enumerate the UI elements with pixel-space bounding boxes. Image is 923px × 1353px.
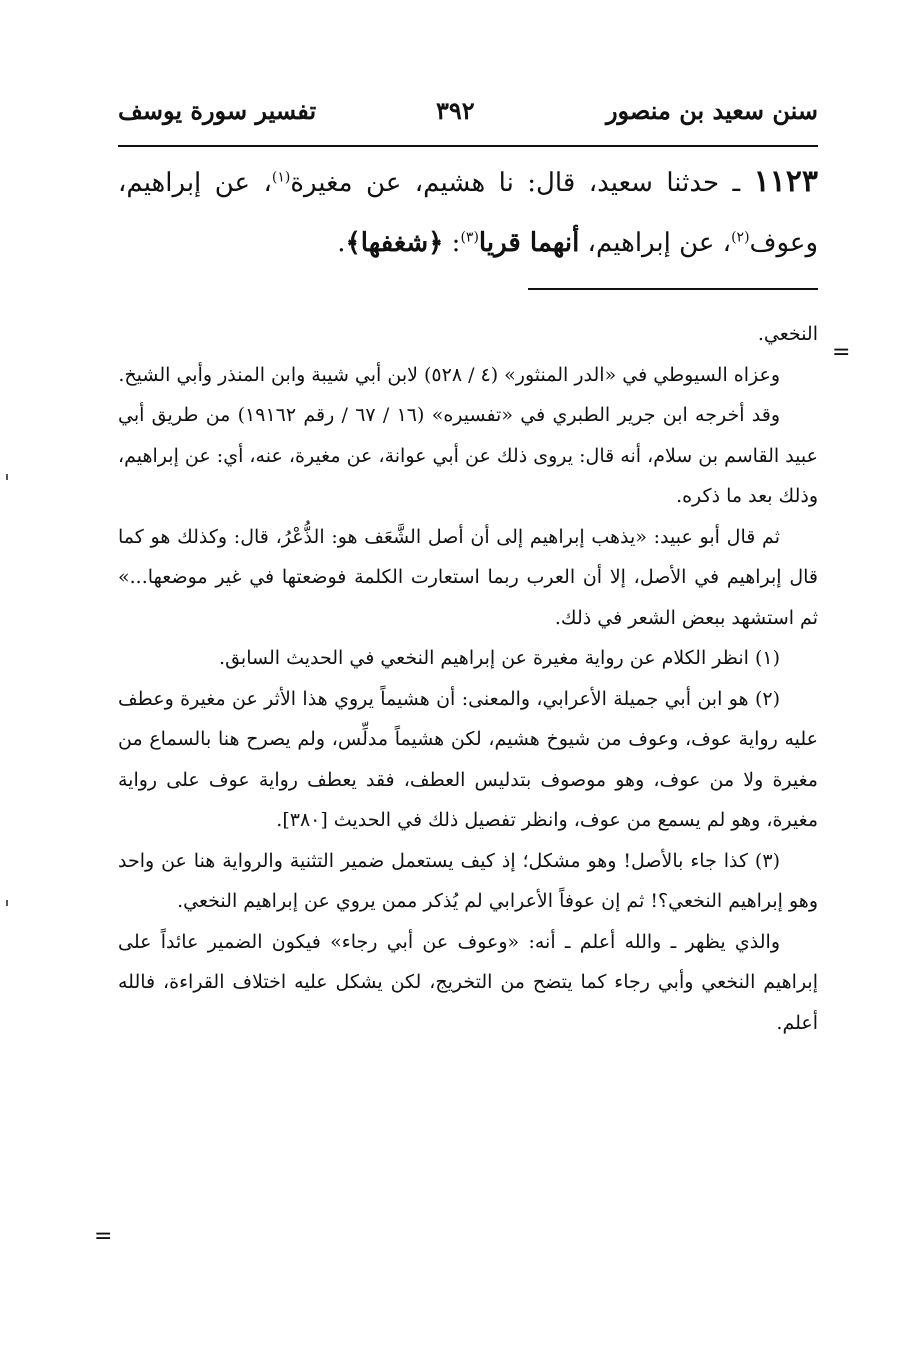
footnote-2: (٢) هو ابن أبي جميلة الأعرابي، والمعنى: أن هشيماً يروي هذا الأثر عن مغيرة وعطف عليه رواية عوف، وعوف من شيوخ هشيم، لكن هشيماً مدلِّس، ولم يصرح هنا بالسماع من مغيرة ولا من عوف، وهو موصوف بتدليس العطف، فقد يعطف رواية عوف على رواية مغيرة، وهو لم يسمع من عوف، وانظر تفصيل ذلك في الحديث [٣٨٠]. [118, 687, 818, 831]
footnote-ref-1: (١) [271, 169, 291, 186]
hadith-end: . [337, 228, 346, 258]
hadith-matn: أنهما قريا [478, 228, 580, 258]
note-tabari: وقد أخرجه ابن جرير الطبري في «تفسيره» (١٦ / ٦٧ / رقم ١٩١٦٢) من طريق أبي عبيد القاسم بن سلام، أنه قال: يروى ذلك عن أبي عوانة، عن مغيرة، عنه، أي: عن إبراهيم، وذلك بعد ما ذكره. [118, 404, 818, 507]
footnote-ref-3: (٣) [460, 229, 479, 246]
continues-marker: = [94, 1224, 113, 1249]
section-title: تفسير سورة يوسف [118, 96, 317, 125]
hadith-number: ١١٢٣ [753, 164, 819, 199]
hadith-chain-3: ، عن إبراهيم، [579, 228, 732, 258]
hadith-dash: ـ [732, 168, 741, 198]
scan-edge-mark [6, 900, 8, 906]
footnote-3: (٣) كذا جاء بالأصل! وهو مشكل؛ إذ كيف يستعمل ضمير التثنية والرواية هنا عن واحد وهو إبراهيم النخعي؟! ثم إن عوفاً الأعرابي لم يُذكر ممن يروي عن إبراهيم النخعي. [118, 849, 818, 912]
page-number: ٣٩٢ [436, 96, 475, 125]
note-suyuti: وعزاه السيوطي في «الدر المنثور» (٤ / ٥٢٨) لابن أبي شيبة وابن المنذر وأبي الشيخ. [118, 363, 780, 386]
continued-marker: = [832, 340, 851, 365]
hadith-chain-2: ، عن إبراهيم، وعوف [118, 168, 818, 258]
scan-edge-mark [6, 474, 8, 480]
hadith-chain-1: حدثنا سعيد، قال: نا هشيم، عن مغيرة [290, 168, 720, 198]
note-abu-ubayd: ثم قال أبو عبيد: «يذهب إبراهيم إلى أن أصل الشَّعَف هو: الذُّعْرُ، قال: وكذلك هو كما قال إبراهيم في الأصل، إلا أن العرب ربما استعارت الكلمة فوضعتها في غير موضعها...» ثم استشهد ببعض الشعر في ذلك. [118, 525, 818, 629]
footnotes [118, 314, 818, 1043]
footnote-separator [528, 288, 818, 290]
running-header [118, 96, 818, 136]
hadith-text [118, 152, 818, 273]
header-rule [118, 145, 818, 147]
footnote-3-cont: والذي يظهر ـ والله أعلم ـ أنه: «وعوف عن أبي رجاء» فيكون الضمير عائداً على إبراهيم النخعي وأبي رجاء كما يتضح من التخريج، لكن يشكل عليه اختلاف القراءة، فالله أعلم. [118, 930, 818, 1034]
note-continuation: النخعي. [757, 323, 818, 345]
footnote-ref-2: (٢) [731, 229, 750, 246]
footnote-1: (١) انظر الكلام عن رواية مغيرة عن إبراهيم النخعي في الحديث السابق. [219, 647, 780, 669]
hadith-colon: : [443, 228, 461, 258]
book-title: سنن سعيد بن منصور [605, 96, 818, 125]
quran-word: ﴿شغفها﴾ [345, 228, 444, 258]
